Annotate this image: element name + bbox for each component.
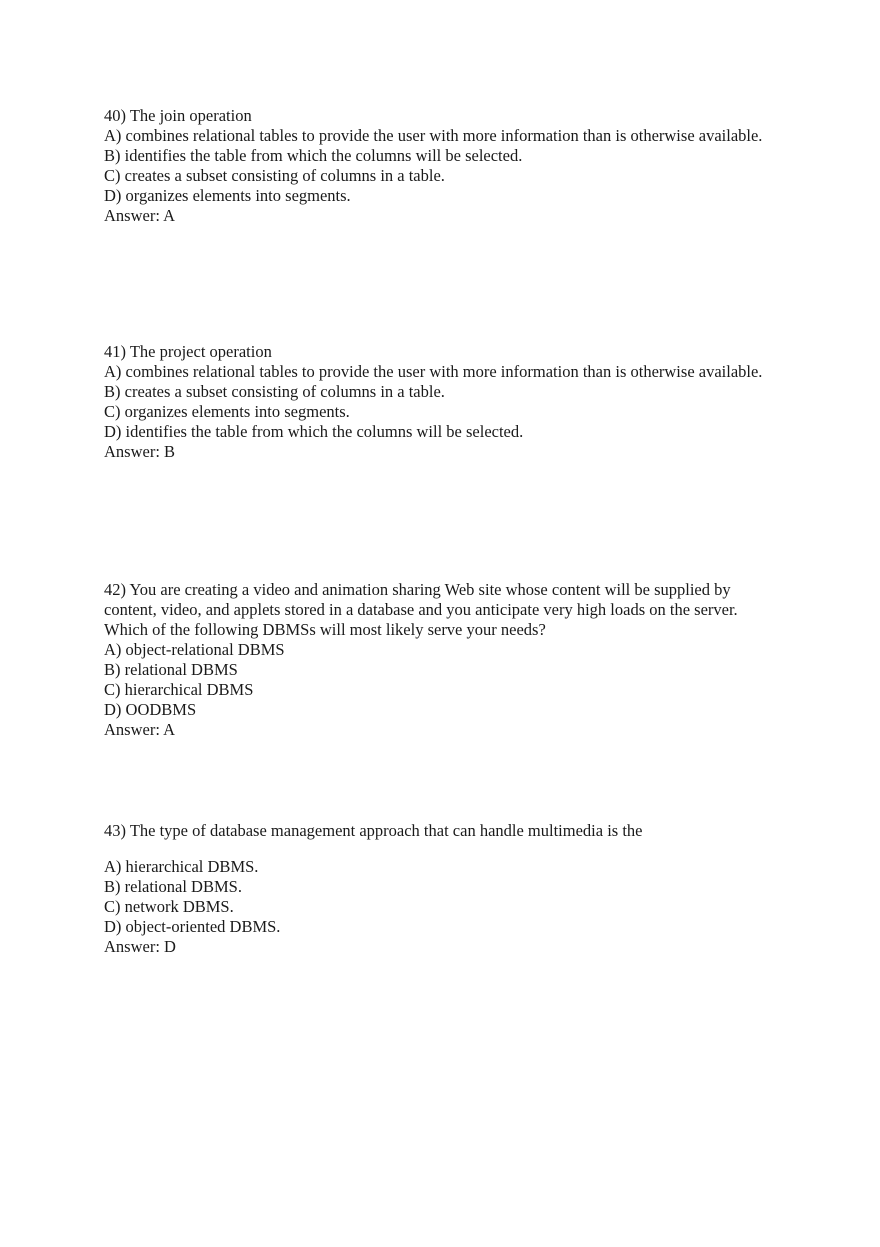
option-a: A) object-relational DBMS	[104, 640, 285, 659]
option-d: D) organizes elements into segments.	[104, 186, 351, 205]
option-b: B) relational DBMS.	[104, 877, 242, 896]
question-stem: 42) You are creating a video and animation sharing Web site whose content will be supplied by content, video, and applets stored in a database and you anticipate very high loads on the server. Which of the following DBMSs will most likely serve your needs?	[104, 580, 738, 639]
question-stem: 40) The join operation	[104, 106, 252, 125]
option-d: D) identifies the table from which the columns will be selected.	[104, 422, 524, 441]
option-a: A) combines relational tables to provide the user with more information than is otherwise available.	[104, 126, 763, 145]
answer-text: Answer: B	[104, 442, 176, 461]
option-d: D) OODBMS	[104, 700, 197, 719]
option-a: A) combines relational tables to provide the user with more information than is otherwise available.	[104, 362, 763, 381]
option-c: C) hierarchical DBMS	[104, 680, 254, 699]
answer-text: Answer: A	[104, 206, 176, 225]
option-b: B) creates a subset consisting of columns in a table.	[104, 382, 445, 401]
option-c: C) creates a subset consisting of columns in a table.	[104, 166, 445, 185]
question-stem: 41) The project operation	[104, 342, 272, 361]
question-41	[104, 342, 784, 462]
option-d: D) object-oriented DBMS.	[104, 917, 281, 936]
option-b: B) relational DBMS	[104, 660, 238, 679]
option-b: B) identifies the table from which the columns will be selected.	[104, 146, 523, 165]
question-40	[104, 106, 784, 226]
question-stem: 43) The type of database management approach that can handle multimedia is the	[104, 821, 643, 840]
answer-text: Answer: D	[104, 937, 176, 956]
question-42	[104, 580, 784, 740]
question-43	[104, 821, 784, 957]
option-c: C) organizes elements into segments.	[104, 402, 350, 421]
answer-text: Answer: A	[104, 720, 176, 739]
option-a: A) hierarchical DBMS.	[104, 857, 259, 876]
option-c: C) network DBMS.	[104, 897, 234, 916]
